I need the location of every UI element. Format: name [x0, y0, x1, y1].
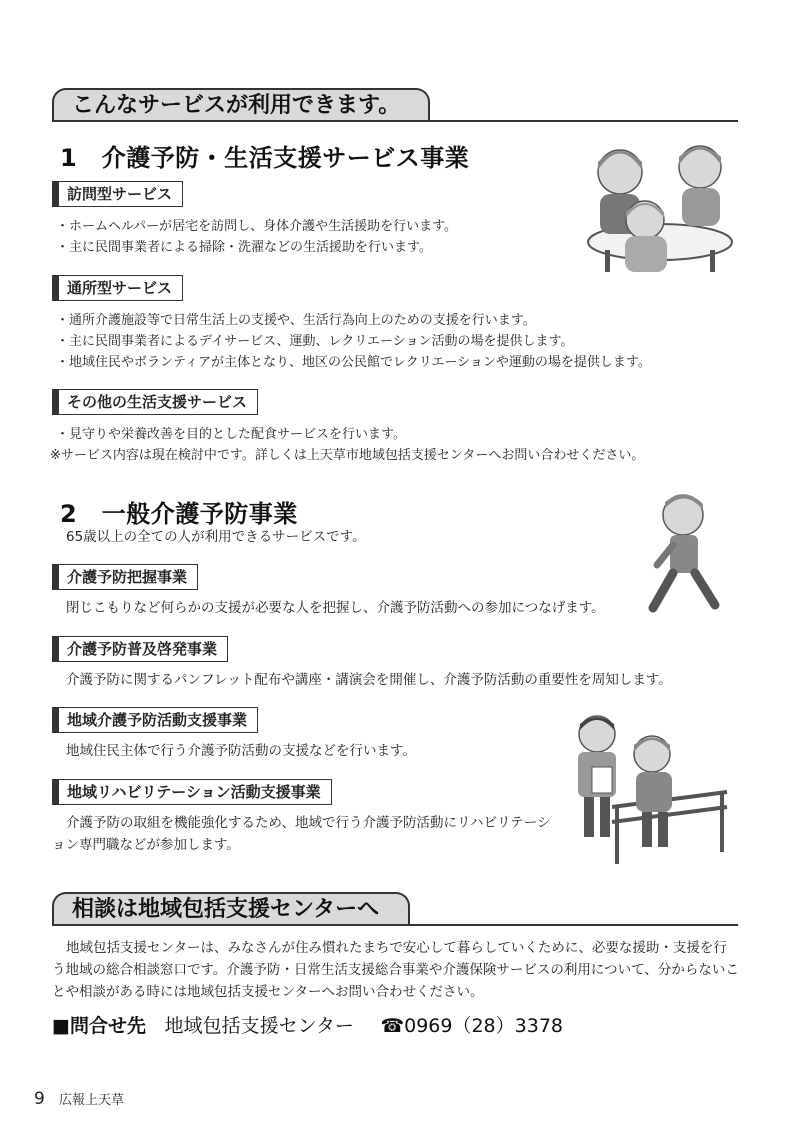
section2-title: 2 一般介護予防事業: [60, 500, 298, 528]
heading-grasp: 介護予防把握事業: [52, 564, 198, 590]
illustration-exercise: [645, 490, 725, 615]
contact-line: [52, 1011, 563, 1038]
awareness-text: 介護予防に関するパンフレット配布や講座・講演会を開催し、介護予防活動の重要性を周知します。: [66, 672, 672, 688]
heading-rehab: 地域リハビリテーション活動支援事業: [52, 779, 332, 805]
publication-name: 広報上天草: [58, 1093, 124, 1108]
banner-services-label: こんなサービスが利用できます。: [72, 93, 401, 118]
rehab-text: 介護予防の取組を機能強化するため、地域で行う介護予防活動にリハビリテーション専門職などが参加します。: [52, 815, 551, 853]
activity-support-text: 地域住民主体で行う介護予防活動の支援などを行います。: [66, 743, 416, 759]
day-item-1: ・通所介護施設等で日常生活上の支援や、生活行為向上のための支援を行います。: [56, 313, 536, 328]
consult-text: 地域包括支援センターは、みなさんが住み慣れたまちで安心して暮らしていくために、必要な援助・支援を行う地域の総合相談窓口です。介護予防・日常生活支援総合事業や介護保険サービスの利用について、分からないことや相談がある時には地域包括支援センターへお問い合わせください。: [52, 940, 739, 1000]
banner-rule-2: [52, 924, 738, 926]
day-item-2: ・主に民間事業者によるデイサービス、運動、レクリエーション活動の場を提供します。: [56, 334, 574, 349]
visit-item-2: ・主に民間事業者による掃除・洗濯などの生活援助を行います。: [56, 240, 432, 255]
section-banner-consult: [52, 892, 410, 926]
page-number: 9: [34, 1089, 45, 1109]
banner-consult-label: 相談は地域包括支援センターへ: [72, 897, 380, 922]
heading-day-service: 通所型サービス: [52, 275, 183, 301]
contact-phone: ☎0969（28）3378: [380, 1015, 564, 1037]
section2-intro: 65歳以上の全ての人が利用できるサービスです。: [66, 529, 366, 545]
heading-activity-support: 地域介護予防活動支援事業: [52, 707, 258, 733]
contact-name: 地域包括支援センター: [164, 1015, 354, 1037]
banner-rule: [52, 120, 738, 122]
other-item-1: ・見守りや栄養改善を目的とした配食サービスを行います。: [56, 427, 406, 442]
day-item-3: ・地域住民やボランティアが主体となり、地区の公民館でレクリエーションや運動の場を提供します。: [56, 355, 651, 370]
visit-item-1: ・ホームヘルパーが居宅を訪問し、身体介護や生活援助を行います。: [56, 219, 458, 234]
other-note: ※サービス内容は現在検討中です。詳しくは上天草市地域包括支援センターへお問い合わせください。: [50, 448, 645, 463]
illustration-people-table: [585, 132, 735, 274]
illustration-rehabilitation: [572, 712, 732, 867]
grasp-text: 閉じこもりなど何らかの支援が必要な人を把握し、介護予防活動への参加につなげます。: [66, 600, 605, 616]
footer: [34, 1089, 124, 1109]
contact-label: ■問合せ先: [52, 1015, 146, 1037]
section1-title: 1 介護予防・生活支援サービス事業: [60, 144, 470, 172]
heading-visit-service: 訪問型サービス: [52, 181, 183, 207]
section-banner-services: [52, 88, 430, 122]
heading-awareness: 介護予防普及啓発事業: [52, 636, 228, 662]
heading-other-service: その他の生活支援サービス: [52, 389, 258, 415]
